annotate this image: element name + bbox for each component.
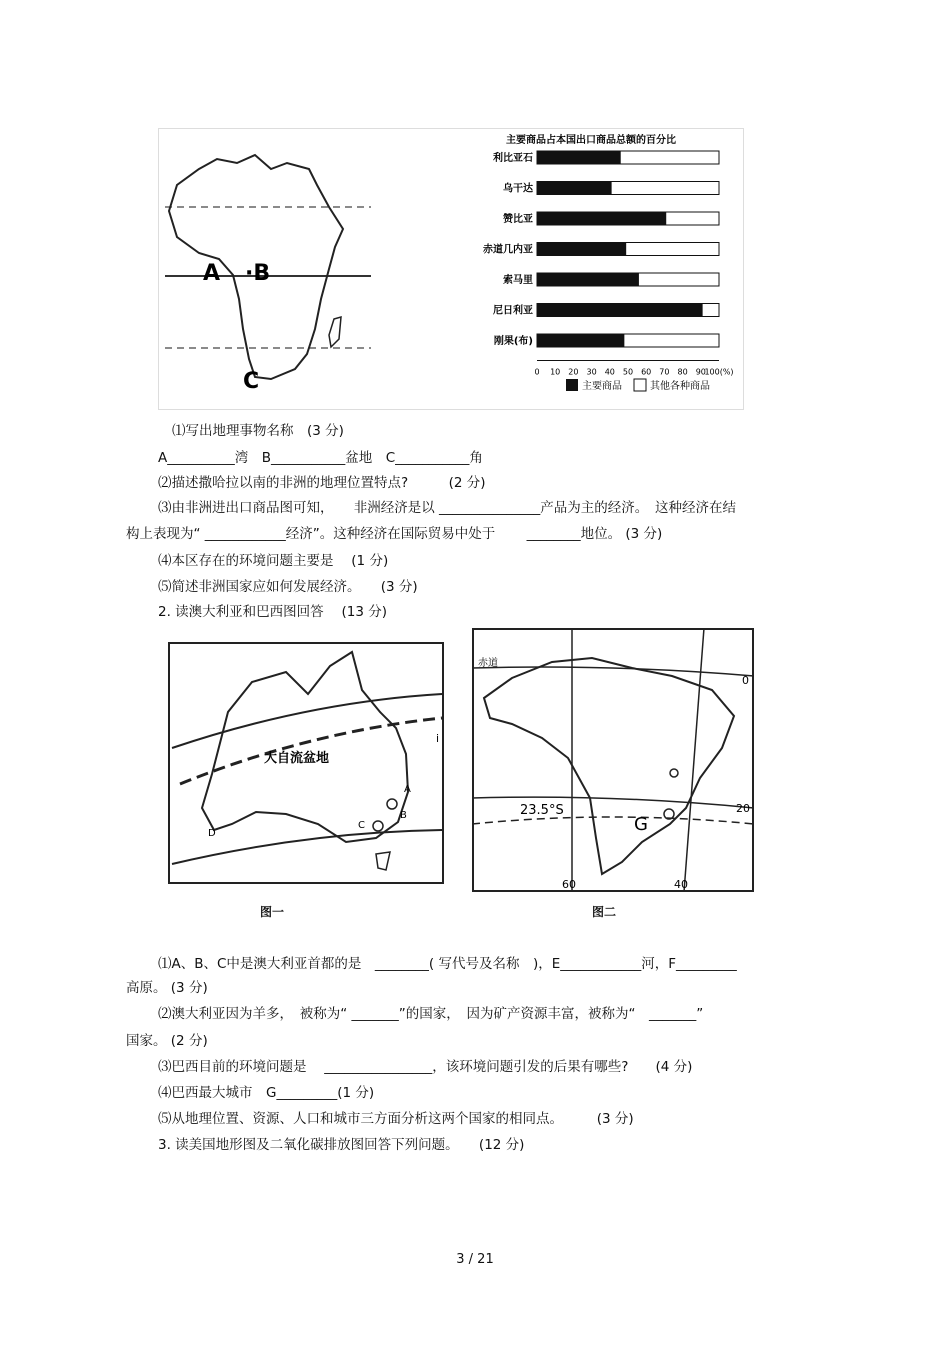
australia-outline	[202, 652, 408, 842]
label-c: C	[358, 820, 365, 831]
label-equator: 赤道	[478, 658, 498, 669]
x-tick-label: 70	[659, 367, 670, 377]
x-tick-label: 50	[622, 367, 634, 377]
x-tick-label: 80	[677, 367, 688, 377]
bar-main	[537, 243, 626, 256]
category-label: 赞比亚	[503, 214, 533, 225]
label-lat-0: 0	[742, 674, 749, 687]
q2-part4: ⑷巴西最大城市 G_________(1 分)	[158, 1085, 375, 1101]
q1-part2: ⑵描述撒哈拉以南的非洲的地理位置特点? (2 分)	[158, 475, 486, 491]
x-tick-label: 100(%)	[704, 367, 734, 377]
map-label-b: ·B	[245, 261, 271, 286]
label-a: A	[404, 784, 411, 795]
x-tick-label: 90	[695, 367, 706, 377]
q2-part5: ⑸从地理位置、资源、人口和城市三方面分析这两个国家的相同点。 (3 分)	[158, 1111, 634, 1127]
bar-main	[537, 151, 621, 164]
category-label: 乌干达	[503, 183, 533, 195]
q1-part5: ⑸简述非洲国家应如何发展经济。 (3 分)	[158, 579, 418, 595]
bar-main	[537, 304, 703, 317]
africa-figure	[158, 128, 744, 410]
category-label: 尼日利亚	[493, 305, 533, 317]
category-label: 赤道几内亚	[483, 244, 533, 256]
q2-part1a: ⑴A、B、C中是澳大利亚首都的是 ________( 写代号及名称 )，E____________河，F_________	[158, 956, 737, 972]
q1-part3a: ⑶由非洲进出口商品图可知， 非洲经济是以 _______________产品为主的经济。 这种经济在结	[158, 500, 737, 516]
q1-part1-blanks: A__________湾 B___________盆地 C___________角	[158, 450, 483, 466]
africa-map	[159, 129, 389, 407]
bar-main	[537, 334, 624, 347]
q1-part3b: 构上表现为“ ____________经济”。这种经济在国际贸易中处于 ________地位。 (3 分)	[126, 526, 663, 542]
legend-swatch-other	[634, 379, 646, 391]
x-tick-label: 40	[604, 367, 615, 377]
label-d: D	[208, 828, 216, 839]
x-tick-label: 0	[534, 367, 540, 377]
x-tick-label: 30	[586, 367, 597, 377]
brazil-outline	[484, 658, 734, 874]
q3-title: 3. 读美国地形图及二氧化碳排放图回答下列问题。 (12 分)	[158, 1137, 525, 1153]
bar-main	[537, 212, 666, 225]
x-tick-label: 60	[641, 367, 652, 377]
q2-title: 2. 读澳大利亚和巴西图回答 (13 分)	[158, 604, 387, 620]
label-g: G	[634, 814, 648, 835]
label-b: B	[400, 810, 407, 821]
export-bar-chart	[451, 129, 741, 407]
legend-label-main: 主要商品	[582, 381, 622, 392]
q1-part4: ⑷本区存在的环境问题主要是 (1 分)	[158, 553, 389, 569]
brazil-map	[472, 628, 754, 892]
category-label: 刚果(布)	[493, 336, 533, 347]
q1-part1: ⑴写出地理事物名称 (3 分)	[172, 423, 344, 439]
q2-part1b: 高原。 (3 分)	[126, 980, 208, 996]
category-label: 索马里	[503, 275, 533, 286]
chart-legend	[566, 379, 710, 392]
q2-part2a: ⑵澳大利亚因为羊多， 被称为“ _______”的国家， 因为矿产资源丰富，被称为“ _______”	[158, 1006, 704, 1022]
x-tick-label: 10	[550, 367, 561, 377]
label-tropic: 23.5°S	[520, 803, 564, 818]
bar-main	[537, 182, 612, 195]
legend-label-other: 其他各种商品	[650, 381, 710, 392]
chart-title: 主要商品占本国出口商品总额的百分比	[506, 135, 676, 146]
q2-part3: ⑶巴西目前的环境问题是 ________________，该环境问题引发的后果有哪些? (4 分)	[158, 1059, 693, 1075]
figure2-caption: 图二	[592, 905, 617, 919]
x-tick-label: 20	[568, 367, 579, 377]
q2-part2b: 国家。 (2 分)	[126, 1033, 208, 1049]
label-lon-40: 40	[674, 878, 688, 891]
legend-swatch-main	[566, 379, 578, 391]
category-label: 利比亚石	[493, 153, 533, 164]
label-great-artesian-basin: 大自流盆地	[264, 751, 330, 766]
page-number: 3 / 21	[456, 1252, 494, 1267]
bar-main	[537, 273, 639, 286]
label-lon-60: 60	[562, 878, 576, 891]
australia-map	[168, 642, 444, 884]
figure1-caption: 图一	[260, 905, 285, 919]
map-label-a: A	[203, 261, 221, 286]
label-lat-20: 20	[736, 802, 750, 815]
map-label-c: C	[243, 369, 260, 394]
label-i: i	[436, 732, 440, 745]
